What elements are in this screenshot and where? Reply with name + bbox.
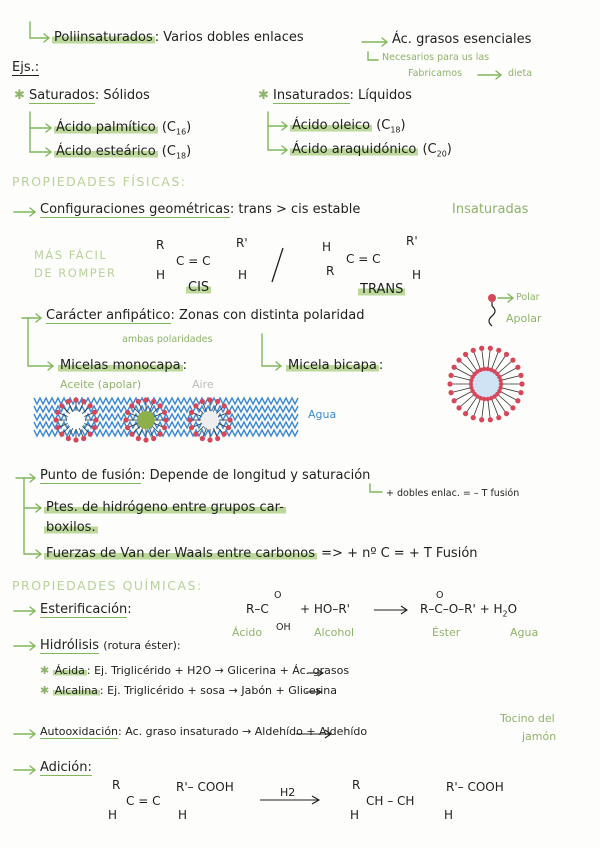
cis-r2: R' (236, 236, 248, 250)
add-h2: H (178, 808, 188, 822)
vdw-text: Fuerzas de Van der Waals entre carbonos (46, 546, 316, 561)
hid-desc: (rotura éster): (103, 639, 181, 652)
micelle (187, 397, 232, 442)
palmitico-n: 16 (175, 127, 187, 137)
ester-o1: O (274, 590, 282, 601)
note-necesarios: Necesarios para us las (382, 52, 490, 63)
oleico-name: Ácido oleico (292, 118, 371, 133)
fusion-term: Punto de fusión (40, 468, 142, 483)
fusion-row (40, 468, 370, 483)
adicion-row (40, 760, 92, 775)
ptes-text-2: boxilos. (46, 520, 96, 535)
polar-label: Polar (516, 292, 540, 303)
anf-term: Carácter anfipático (46, 308, 171, 323)
ester-reactant-acid: R–C (246, 602, 269, 616)
hid-term: Hidrólisis (40, 638, 100, 653)
mas-facil-1: MÁS FÁCIL (34, 248, 108, 262)
ex-estearico: Ácido esteárico $(C_{18})$ (56, 144, 192, 161)
h2-label: H2 (280, 786, 296, 799)
ester-row: Esterificación: (40, 602, 132, 617)
oleico-n: 18 (390, 125, 401, 135)
asterisk-icon: ✱ (14, 88, 25, 103)
ex-araquidonico: Ácido araquidónico $(C_{20})$ (292, 142, 452, 159)
trans-r1: R (326, 264, 335, 278)
add-cc: C = C (126, 794, 161, 808)
alcalina-row (40, 684, 337, 697)
estearico-n: 18 (175, 151, 187, 161)
aceite-label: Aceite (apolar) (60, 378, 142, 391)
ejs-label: Ejs.: (12, 60, 40, 75)
palmitico-formula: (C (161, 120, 176, 135)
fusion-note: + dobles enlac. = – T fusión (386, 488, 520, 499)
palmitico-name: Ácido palmítico (56, 120, 156, 135)
cis-r1: R (156, 238, 165, 252)
micelle (123, 397, 168, 442)
asterisk-icon: ✱ (40, 684, 50, 697)
prod-cc: CH – CH (366, 794, 415, 808)
cis-label: CIS (188, 280, 210, 295)
ester-plus: + HO–R' (300, 602, 350, 616)
micelle (447, 346, 524, 423)
trans-h2: H (412, 268, 422, 282)
saturados-desc: : Sólidos (94, 88, 150, 103)
lbl-alcohol: Alcohol (314, 626, 355, 639)
trans-cc: C = C (346, 252, 381, 266)
aire-label: Aire (192, 378, 214, 391)
insaturados-title: Insaturados (273, 88, 350, 103)
add-h1: H (108, 808, 118, 822)
oleico-formula: (C (376, 118, 391, 133)
araquidonico-formula: (C (422, 142, 437, 157)
hid-row (40, 638, 181, 653)
term-poliinsaturados: Poliinsaturados (54, 30, 153, 45)
ptes-line-2 (44, 520, 98, 535)
heading-fisicas: PROPIEDADES FÍSICAS: (12, 174, 187, 189)
lbl-ester: Éster (432, 626, 461, 639)
config-desc: : trans > cis estable (229, 202, 361, 217)
auto-desc: : Ac. graso insaturado → Aldehído + Aldehído (118, 725, 368, 738)
trans-h1: H (322, 240, 332, 254)
araquidonico-name: Ácido araquidónico (292, 142, 417, 157)
cis-h2: H (238, 268, 248, 282)
bicapa-term: Micela bicapa (288, 358, 377, 373)
araquidonico-n: 20 (436, 149, 447, 159)
acida-row (40, 664, 349, 677)
trans-label: TRANS (360, 282, 404, 297)
tocino-1: Tocino del (500, 712, 555, 725)
ester-product: $R-C-O-R' + H_2O$ (420, 602, 518, 619)
estearico-formula: (C (161, 144, 176, 159)
adicion-term: Adición: (40, 760, 92, 775)
result-ac-grasos: Ác. grasos esenciales (392, 32, 532, 47)
micelle (53, 397, 98, 442)
estearico-name: Ácido esteárico (56, 144, 156, 159)
acida-desc: : Ej. Triglicérido + H2O → Glicerina + Ác. grasos (86, 664, 350, 677)
alcalina-term: Alcalina (54, 684, 98, 697)
anf-sub: ambas polaridades (122, 334, 213, 345)
acida-term: Ácida (54, 664, 85, 677)
bicapa-row: Micela bicapa : (288, 358, 384, 373)
prod-r1: R (352, 778, 361, 792)
ptes-text-1: Ptes. de hidrógeno entre grupos car- (46, 500, 284, 515)
prod-r2: R'– COOH (446, 780, 504, 794)
ester-o2: O (436, 590, 444, 601)
ester-oh: OH (276, 622, 291, 633)
auto-row (40, 725, 367, 738)
cis-cc: C = C (176, 254, 211, 268)
insaturados-desc: : Líquidos (349, 88, 412, 103)
note-dieta: dieta (508, 68, 533, 79)
prod-h2: H (444, 808, 454, 822)
fusion-desc: : Depende de longitud y saturación (141, 468, 371, 483)
lbl-acido: Ácido (232, 626, 263, 639)
agua-label: Agua (308, 408, 337, 421)
anf-desc: : Zonas con distinta polaridad (170, 308, 365, 323)
asterisk-icon: ✱ (40, 664, 50, 677)
vdw-row (44, 546, 478, 561)
mono-term: Micelas monocapa (60, 358, 181, 373)
heading-quimicas: PROPIEDADES QUÍMICAS: (12, 578, 203, 593)
add-r2: R'– COOH (176, 780, 234, 794)
prod-h1: H (350, 808, 360, 822)
ptes-line-1 (44, 500, 286, 515)
alcalina-desc: : Ej. Triglicérido + sosa → Jabón + Glicerina (99, 684, 337, 697)
apolar-label: Apolar (506, 312, 542, 325)
ester-term: Esterificación (40, 602, 128, 617)
lbl-agua: Agua (510, 626, 539, 639)
auto-term: Autooxidación (40, 725, 119, 738)
trans-r2: R' (406, 234, 418, 248)
asterisk-icon: ✱ (258, 88, 269, 103)
note-fabricamos: Fabricamos (408, 68, 463, 79)
vdw-result: => + nº C = + T Fusión (321, 546, 478, 561)
config-term: Configuraciones geométricas (40, 202, 230, 217)
saturados-title: Saturados (29, 88, 95, 103)
mas-facil-2: DE ROMPER (34, 266, 117, 280)
desc-poliinsaturados: : Varios dobles enlaces (154, 30, 304, 45)
cis-h1: H (156, 268, 166, 282)
mono-row: Micelas monocapa : (60, 358, 187, 373)
tocino-2: jamón (522, 730, 557, 743)
ex-palmitico: Ácido palmítico $(C_{16})$ (56, 120, 192, 137)
ex-oleico: Ácido oleico $(C_{18})$ (292, 118, 406, 135)
config-note: Insaturadas (452, 202, 529, 217)
add-r1: R (112, 778, 121, 792)
